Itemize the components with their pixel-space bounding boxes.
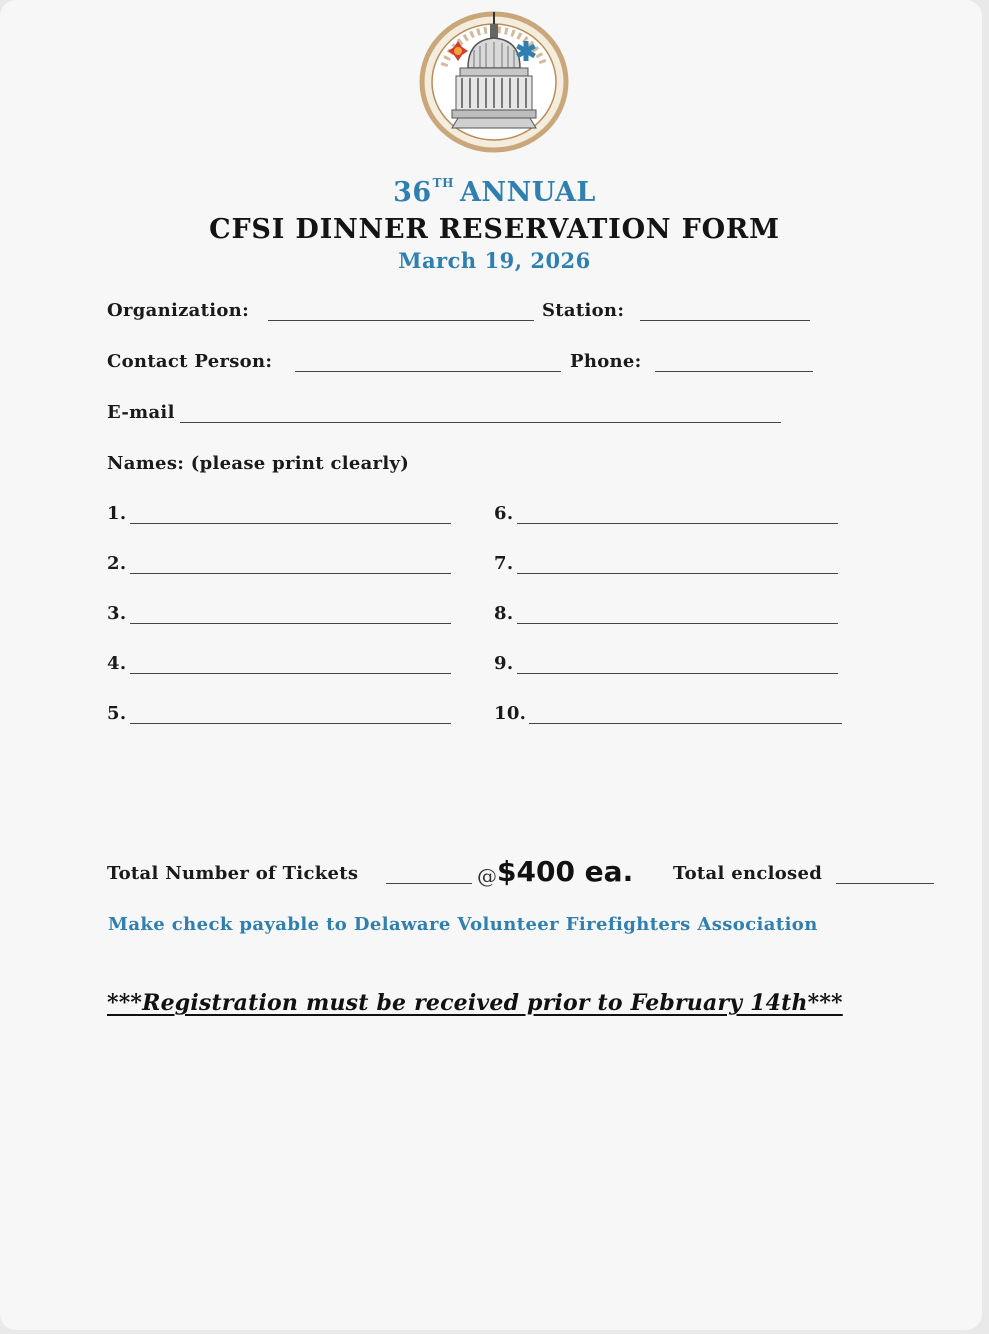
ticket-price: $400 ea. — [497, 855, 634, 888]
phone-field[interactable] — [655, 371, 813, 372]
event-date: March 19, 2026 — [398, 248, 591, 273]
ordinal-suffix: TH — [432, 176, 454, 190]
name-field-9[interactable] — [517, 673, 838, 674]
annual-label: ANNUAL — [459, 177, 596, 208]
name-field-5[interactable] — [130, 723, 451, 724]
total-tickets-field[interactable] — [386, 883, 472, 884]
name-field-3[interactable] — [130, 623, 451, 624]
name-number-9: 9. — [494, 653, 514, 674]
registration-deadline-note: ***Registration must be received prior to February 14th*** — [107, 990, 843, 1016]
name-number-3: 3. — [107, 603, 127, 624]
phone-label: Phone: — [570, 351, 642, 372]
name-number-1: 1. — [107, 503, 127, 524]
form-title: CFSI DINNER RESERVATION FORM — [209, 214, 780, 245]
name-field-4[interactable] — [130, 673, 451, 674]
name-field-10[interactable] — [529, 723, 842, 724]
email-label: E-mail — [107, 402, 175, 423]
ordinal-number: 36 — [393, 177, 432, 208]
organization-field[interactable] — [268, 320, 534, 321]
check-payable-note: Make check payable to Delaware Volunteer Firefighters Association — [108, 914, 818, 935]
at-symbol: @ — [477, 864, 497, 888]
capitol-dome-seal-icon — [418, 6, 570, 154]
name-number-5: 5. — [107, 703, 127, 724]
names-label: Names: (please print clearly) — [107, 453, 410, 474]
total-enclosed-label: Total enclosed — [673, 863, 823, 884]
contact-person-label: Contact Person: — [107, 351, 273, 372]
name-number-8: 8. — [494, 603, 514, 624]
name-field-1[interactable] — [130, 523, 451, 524]
name-number-6: 6. — [494, 503, 514, 524]
total-enclosed-field[interactable] — [836, 883, 934, 884]
name-field-8[interactable] — [517, 623, 838, 624]
annual-heading — [0, 176, 982, 208]
organization-label: Organization: — [107, 300, 250, 321]
name-number-4: 4. — [107, 653, 127, 674]
name-field-7[interactable] — [517, 573, 838, 574]
name-number-2: 2. — [107, 553, 127, 574]
station-field[interactable] — [640, 320, 810, 321]
contact-person-field[interactable] — [295, 371, 561, 372]
name-field-2[interactable] — [130, 573, 451, 574]
name-field-6[interactable] — [517, 523, 838, 524]
email-field[interactable] — [180, 422, 781, 423]
name-number-7: 7. — [494, 553, 514, 574]
name-number-10: 10. — [494, 703, 527, 724]
total-tickets-label: Total Number of Tickets — [107, 863, 359, 884]
station-label: Station: — [542, 300, 625, 321]
